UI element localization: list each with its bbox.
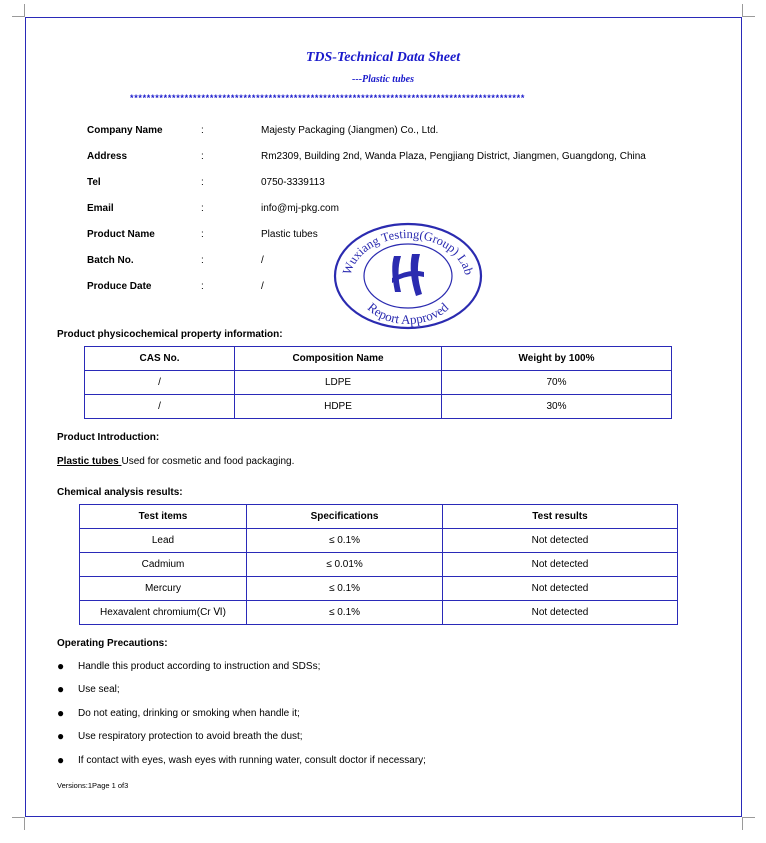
table-row — [85, 395, 672, 419]
table-cell: Cadmium — [80, 553, 247, 577]
bullet-icon: ● — [57, 729, 65, 743]
info-value: Majesty Packaging (Jiangmen) Co., Ltd. — [261, 125, 439, 136]
info-label: Tel — [87, 177, 101, 188]
precautions-heading: Operating Precautions: — [57, 638, 168, 649]
info-colon: : — [201, 151, 204, 162]
info-label: Produce Date — [87, 281, 152, 292]
corner-mark-bottom-left — [12, 817, 25, 830]
info-colon: : — [201, 203, 204, 214]
introduction-product: Plastic tubes — [57, 456, 122, 467]
page-footer: Versions:1Page 1 of3 — [57, 781, 129, 790]
table-cell: HDPE — [235, 395, 442, 419]
info-label: Batch No. — [87, 255, 134, 266]
introduction-text — [57, 456, 294, 467]
table-header-cell: Test results — [443, 505, 678, 529]
info-value: / — [261, 281, 264, 292]
info-value: 0750-3339113 — [261, 177, 325, 188]
table-row — [80, 601, 678, 625]
table-cell: LDPE — [235, 371, 442, 395]
table-header-cell: Weight by 100% — [442, 347, 672, 371]
stamp-top-text: Wuxiang Testing(Group) Lab — [339, 226, 477, 277]
table-cell: Not detected — [443, 577, 678, 601]
table-row — [80, 553, 678, 577]
info-label: Product Name — [87, 229, 155, 240]
list-item-text: Do not eating, drinking or smoking when handle it; — [78, 708, 300, 719]
stamp-logo-icon — [392, 254, 424, 296]
approval-stamp — [332, 222, 484, 330]
info-value: info@mj-pkg.com — [261, 203, 339, 214]
list-item-text: Handle this product according to instruction and SDSs; — [78, 661, 321, 672]
introduction-description: Used for cosmetic and food packaging. — [121, 456, 295, 467]
info-value: Rm2309, Building 2nd, Wanda Plaza, Pengjiang District, Jiangmen, Guangdong, China — [261, 151, 646, 162]
info-colon: : — [201, 125, 204, 136]
table-cell: ≤ 0.1% — [247, 529, 443, 553]
physico-table — [84, 346, 672, 419]
stamp-bottom-text: Report Approved — [364, 299, 452, 328]
table-cell: Hexavalent chromium(Cr Ⅵ) — [80, 601, 247, 625]
info-colon: : — [201, 281, 204, 292]
table-cell: Lead — [80, 529, 247, 553]
table-cell: Not detected — [443, 553, 678, 577]
table-cell: ≤ 0.1% — [247, 601, 443, 625]
bullet-icon: ● — [57, 659, 65, 673]
table-cell: 30% — [442, 395, 672, 419]
table-header-row — [80, 505, 678, 529]
bullet-icon: ● — [57, 753, 65, 767]
table-cell: 70% — [442, 371, 672, 395]
divider-stars: ********************************************************************************************** — [130, 93, 526, 103]
table-header-cell: Test items — [80, 505, 247, 529]
info-colon: : — [201, 177, 204, 188]
physico-heading: Product physicochemical property information: — [57, 329, 283, 340]
corner-mark-top-right — [742, 4, 755, 17]
table-cell: ≤ 0.01% — [247, 553, 443, 577]
document-subtitle: ---Plastic tubes — [352, 74, 414, 85]
table-row — [80, 529, 678, 553]
bullet-icon: ● — [57, 682, 65, 696]
chemical-table — [79, 504, 678, 625]
table-row — [80, 577, 678, 601]
list-item-text: Use seal; — [78, 684, 120, 695]
introduction-heading: Product Introduction: — [57, 432, 160, 443]
chemical-heading: Chemical analysis results: — [57, 487, 183, 498]
table-header-cell: CAS No. — [85, 347, 235, 371]
table-cell: Not detected — [443, 529, 678, 553]
table-cell: ≤ 0.1% — [247, 577, 443, 601]
table-cell: Not detected — [443, 601, 678, 625]
list-item-text: Use respiratory protection to avoid breath the dust; — [78, 731, 303, 742]
info-label: Company Name — [87, 125, 163, 136]
list-item-text: If contact with eyes, wash eyes with running water, consult doctor if necessary; — [78, 755, 426, 766]
info-colon: : — [201, 255, 204, 266]
document-title: TDS-Technical Data Sheet — [305, 50, 461, 65]
table-cell: / — [85, 371, 235, 395]
table-row — [85, 371, 672, 395]
bullet-icon: ● — [57, 706, 65, 720]
table-header-cell: Composition Name — [235, 347, 442, 371]
table-header-cell: Specifications — [247, 505, 443, 529]
info-colon: : — [201, 229, 204, 240]
table-cell: / — [85, 395, 235, 419]
info-label: Email — [87, 203, 114, 214]
table-header-row — [85, 347, 672, 371]
info-label: Address — [87, 151, 128, 162]
corner-mark-top-left — [12, 4, 25, 17]
info-value: Plastic tubes — [261, 229, 318, 240]
table-cell: Mercury — [80, 577, 247, 601]
corner-mark-bottom-right — [742, 817, 755, 830]
info-value: / — [261, 255, 264, 266]
